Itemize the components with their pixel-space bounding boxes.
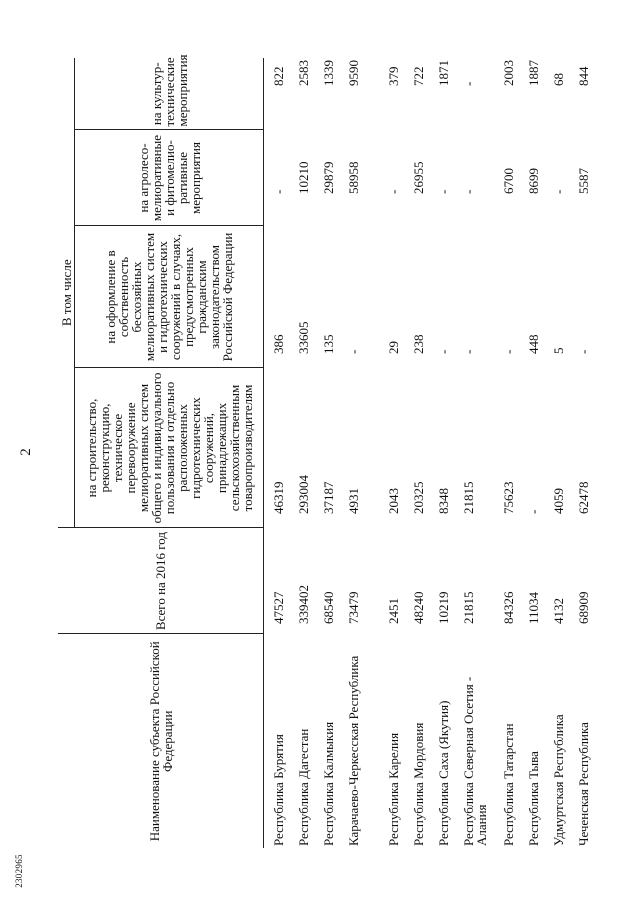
- table-row: [460, 58, 500, 848]
- header-group-row: [58, 58, 75, 848]
- table-body: [264, 58, 601, 848]
- table-row: [550, 58, 575, 848]
- value-cell: 68540: [321, 591, 336, 624]
- region-name-cell: Республика Северная Осетия - Алания: [461, 676, 489, 846]
- value-cell: 135: [321, 334, 336, 354]
- value-cell: 1339: [321, 60, 336, 86]
- value-cell: 62478: [576, 481, 591, 514]
- header-ownership: на оформление в собственность бесхозяйных мелиоративных систем и гидротехнических сооружений в случаях, предусмотренных гражданским законодательством Российской Федерации: [75, 226, 264, 368]
- value-cell: 2003: [501, 60, 516, 86]
- value-cell: 1887: [526, 60, 541, 86]
- value-cell: 2583: [296, 60, 311, 86]
- value-cell: 37187: [321, 481, 336, 514]
- value-cell: -: [461, 349, 476, 354]
- table-row: [345, 58, 385, 848]
- value-cell: 4931: [346, 488, 361, 514]
- value-cell: 379: [386, 66, 401, 86]
- value-cell: -: [386, 189, 401, 194]
- region-name-cell: Республика Татарстан: [501, 723, 516, 846]
- header-in-total: В том числе: [58, 58, 75, 528]
- value-cell: 8348: [436, 488, 451, 514]
- value-cell: 58958: [346, 161, 361, 194]
- value-cell: 4132: [551, 598, 566, 624]
- value-cell: -: [461, 189, 476, 194]
- header-construction: на строительство, реконструкцию, техническое перевооружение мелиоративных систем общего и индивидуального пользования и отдельно расположенных гидротехнических сооружений, принадлежащих сельскохозяйственным товаропроизводителям: [75, 368, 264, 528]
- value-cell: 75623: [501, 481, 516, 514]
- value-cell: -: [436, 189, 451, 194]
- value-cell: 9590: [346, 60, 361, 86]
- value-cell: 84326: [501, 591, 516, 624]
- value-cell: 339402: [296, 585, 311, 624]
- region-name-cell: Республика Калмыкия: [321, 721, 336, 846]
- value-cell: 238: [411, 334, 426, 354]
- value-cell: 2043: [386, 488, 401, 514]
- value-cell: -: [461, 81, 476, 86]
- value-cell: 21815: [461, 481, 476, 514]
- table-row: [295, 58, 320, 848]
- value-cell: 2451: [386, 598, 401, 624]
- value-cell: 46319: [271, 481, 286, 514]
- table-row: [264, 58, 296, 848]
- value-cell: 822: [271, 66, 286, 86]
- rotated-table-frame: [58, 54, 597, 848]
- table-row: [320, 58, 345, 848]
- region-name-cell: Карачаево-Черкесская Республика: [346, 655, 361, 846]
- value-cell: 722: [411, 66, 426, 86]
- value-cell: 448: [526, 334, 541, 354]
- region-name-cell: Республика Бурятия: [271, 734, 286, 846]
- value-cell: -: [576, 349, 591, 354]
- value-cell: 5: [551, 347, 566, 354]
- value-cell: 26955: [411, 161, 426, 194]
- page-number: 2: [17, 448, 34, 456]
- region-name-cell: Удмуртская Республика: [551, 714, 566, 846]
- table-row: [575, 58, 600, 848]
- value-cell: -: [346, 349, 361, 354]
- value-cell: 33605: [296, 321, 311, 354]
- table-row: [385, 58, 410, 848]
- table-row: [435, 58, 460, 848]
- value-cell: 1871: [436, 60, 451, 86]
- value-cell: -: [436, 349, 451, 354]
- header-total: Всего на 2016 год: [58, 528, 264, 634]
- value-cell: 29879: [321, 161, 336, 194]
- value-cell: 11034: [526, 591, 541, 624]
- value-cell: 68: [551, 73, 566, 86]
- value-cell: 21815: [461, 591, 476, 624]
- table-row: [525, 58, 550, 848]
- region-name-cell: Республика Дагестан: [296, 728, 311, 846]
- subsidy-table: [58, 54, 600, 848]
- value-cell: -: [551, 189, 566, 194]
- value-cell: 8699: [526, 168, 541, 194]
- value-cell: -: [271, 189, 286, 194]
- value-cell: 6700: [501, 168, 516, 194]
- value-cell: 386: [271, 334, 286, 354]
- value-cell: 47527: [271, 591, 286, 624]
- value-cell: -: [526, 509, 541, 514]
- region-name-cell: Республика Тыва: [526, 751, 541, 846]
- value-cell: 10210: [296, 161, 311, 194]
- value-cell: 73479: [346, 591, 361, 624]
- header-agroforest: на агролесо-мелиоративные и фитомелио-ративные мероприятия: [75, 130, 264, 226]
- value-cell: 4059: [551, 488, 566, 514]
- table-row: [410, 58, 435, 848]
- region-name-cell: Республика Саха (Якутия): [436, 700, 451, 846]
- table-row: [500, 58, 525, 848]
- region-name-cell: Республика Карелия: [386, 732, 401, 846]
- document-code: 2302965: [13, 854, 24, 888]
- value-cell: 20325: [411, 481, 426, 514]
- region-name-cell: Республика Мордовия: [411, 722, 426, 846]
- value-cell: 29: [386, 341, 401, 354]
- value-cell: 68909: [576, 591, 591, 624]
- value-cell: -: [501, 349, 516, 354]
- header-culturetech: на культур-технические мероприятия: [75, 58, 264, 130]
- region-name-cell: Чеченская Республика: [576, 722, 591, 846]
- header-region: Наименование субъекта Российской Федерации: [58, 634, 264, 848]
- value-cell: 293004: [296, 475, 311, 514]
- value-cell: 5587: [576, 168, 591, 194]
- value-cell: 844: [576, 66, 591, 86]
- value-cell: 48240: [411, 591, 426, 624]
- value-cell: 10219: [436, 591, 451, 624]
